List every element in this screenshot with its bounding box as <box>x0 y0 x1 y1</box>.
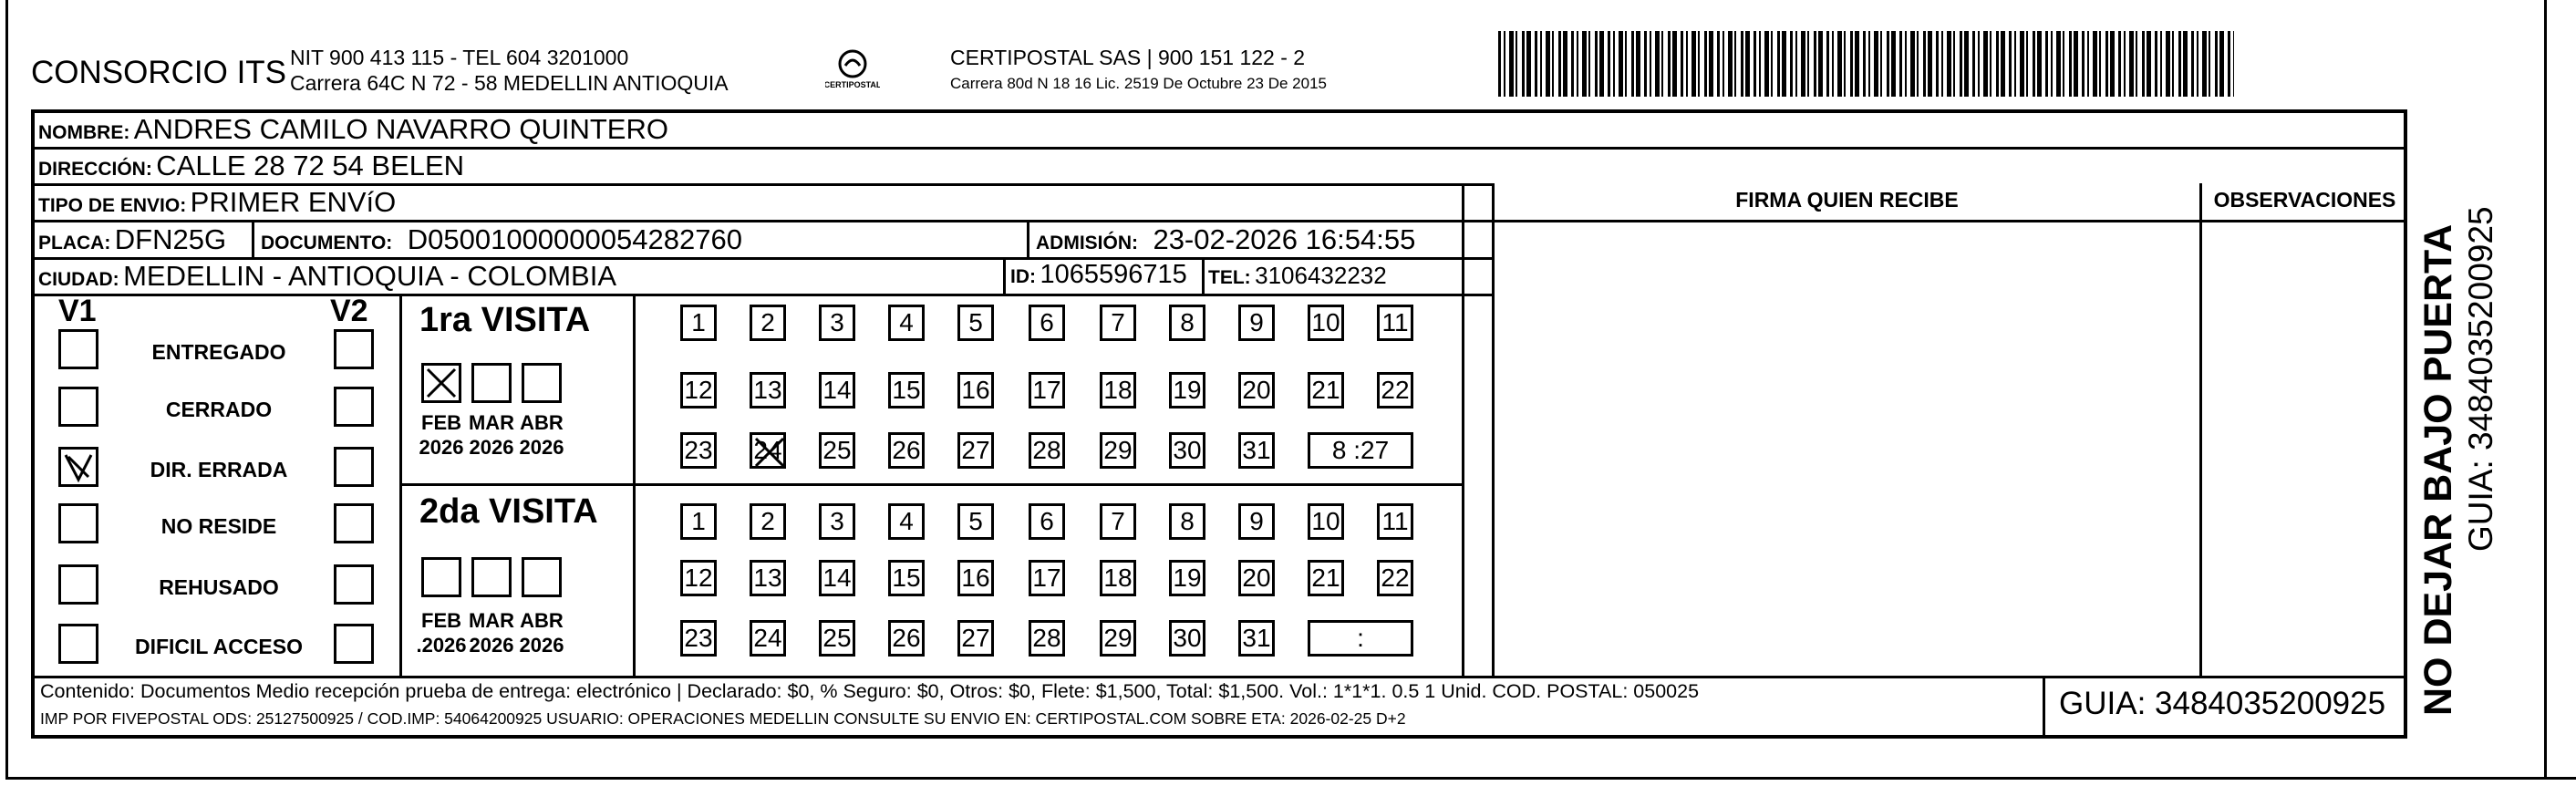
day-box[interactable] <box>750 305 786 341</box>
day-number: 23 <box>684 624 713 652</box>
day-box[interactable] <box>1100 372 1136 409</box>
sheet-left-edge <box>5 0 8 777</box>
firma-header: FIRMA QUIEN RECIBE <box>1735 188 1959 212</box>
documento-cell <box>261 223 742 256</box>
day-number: 17 <box>1032 564 1061 592</box>
time-value: : <box>1357 624 1364 652</box>
day-box[interactable] <box>888 432 925 469</box>
barcode <box>1498 31 2234 97</box>
day-number: 15 <box>892 564 921 592</box>
month-year: .2026 <box>416 634 467 657</box>
day-box[interactable] <box>1169 372 1205 409</box>
month-label <box>464 608 519 657</box>
month-name: ABR <box>520 411 564 434</box>
day-number: 8 <box>1180 507 1195 535</box>
nombre-value: ANDRES CAMILO NAVARRO QUINTERO <box>133 113 668 145</box>
day-number: 10 <box>1311 308 1340 336</box>
day-box[interactable] <box>680 560 717 596</box>
day-box[interactable] <box>750 503 786 540</box>
day-box[interactable] <box>1029 620 1065 657</box>
day-box[interactable] <box>1100 620 1136 657</box>
day-box[interactable] <box>1308 503 1344 540</box>
day-number: 13 <box>753 564 782 592</box>
day-number: 14 <box>822 564 852 592</box>
day-box[interactable] <box>1100 560 1136 596</box>
tel-label: TEL: <box>1208 267 1251 288</box>
day-box[interactable] <box>1169 620 1205 657</box>
day-box[interactable] <box>957 432 994 469</box>
day-number: 28 <box>1032 436 1061 464</box>
day-number: 12 <box>684 376 713 404</box>
day-number: 12 <box>684 564 713 592</box>
day-number: 5 <box>968 507 983 535</box>
month-year: 2026 <box>469 436 514 459</box>
v2-checkbox[interactable] <box>334 564 374 605</box>
day-box[interactable] <box>888 503 925 540</box>
day-box[interactable] <box>1377 372 1413 409</box>
day-number: 5 <box>968 308 983 336</box>
direccion-row <box>38 150 464 182</box>
month-checkbox[interactable] <box>471 557 512 597</box>
month-label <box>514 608 569 657</box>
visit2-title: 2da VISITA <box>419 492 598 531</box>
day-box[interactable] <box>819 560 855 596</box>
v1-checkbox[interactable] <box>58 387 98 427</box>
day-box[interactable] <box>1100 503 1136 540</box>
nombre-row <box>38 113 668 146</box>
ciudad-cell <box>38 260 616 293</box>
documento-value: D05001000000054282760 <box>407 223 742 255</box>
day-box[interactable] <box>1238 560 1275 596</box>
day-number: 3 <box>830 507 844 535</box>
month-name: FEB <box>421 411 461 434</box>
day-number: 11 <box>1381 308 1409 336</box>
direccion-label: DIRECCIÓN: <box>38 159 152 180</box>
day-box[interactable] <box>819 432 855 469</box>
logo-icon <box>825 46 880 100</box>
day-box[interactable] <box>957 305 994 341</box>
day-box[interactable] <box>819 620 855 657</box>
day-box[interactable] <box>1308 372 1344 409</box>
day-number: 11 <box>1381 507 1409 535</box>
month-checkbox[interactable] <box>471 363 512 403</box>
company-name: CONSORCIO ITS <box>31 55 287 90</box>
month-checkbox[interactable] <box>522 557 562 597</box>
day-box[interactable] <box>1238 372 1275 409</box>
month-label <box>414 410 469 460</box>
placa-label: PLACA: <box>38 233 111 253</box>
day-box[interactable] <box>1169 503 1205 540</box>
v1-header: V1 <box>58 294 97 328</box>
day-cross-mark <box>752 435 787 474</box>
day-number: 18 <box>1103 564 1133 592</box>
month-name: MAR <box>468 411 515 434</box>
day-box[interactable] <box>1238 620 1275 657</box>
placa-value: DFN25G <box>114 223 227 255</box>
day-box[interactable] <box>680 432 717 469</box>
month-year: 2026 <box>519 634 564 657</box>
day-number: 29 <box>1103 436 1133 464</box>
v1-checkbox[interactable] <box>58 503 98 543</box>
day-number: 27 <box>961 436 990 464</box>
sheet-right-edge <box>2544 0 2547 777</box>
tel-cell <box>1208 262 1387 290</box>
logo-text: CERTIPOSTAL <box>825 80 880 89</box>
day-number: 4 <box>899 308 914 336</box>
day-number: 21 <box>1311 376 1340 404</box>
time-value: 8 :27 <box>1331 436 1390 464</box>
day-number: 18 <box>1103 376 1133 404</box>
day-number: 26 <box>892 624 921 652</box>
status-reason-label: CERRADO <box>165 398 273 421</box>
day-number: 29 <box>1103 624 1133 652</box>
day-number: 23 <box>684 436 713 464</box>
v1-checkbox[interactable] <box>58 564 98 605</box>
day-number: 17 <box>1032 376 1061 404</box>
month-name: MAR <box>468 609 515 632</box>
day-number: 16 <box>961 376 990 404</box>
day-box[interactable] <box>1238 503 1275 540</box>
day-number: 16 <box>961 564 990 592</box>
address-line: Carrera 64C N 72 - 58 MEDELLIN ANTIOQUIA <box>290 71 729 95</box>
day-number: 10 <box>1311 507 1340 535</box>
day-box[interactable] <box>1169 560 1205 596</box>
day-box[interactable] <box>680 620 717 657</box>
tipo-value: PRIMER ENVíO <box>190 186 397 218</box>
day-box[interactable] <box>819 503 855 540</box>
ciudad-label: CIUDAD: <box>38 269 119 290</box>
v2-checkbox[interactable] <box>334 387 374 427</box>
tel-value: 3106432232 <box>1255 262 1387 289</box>
status-reason-label: ENTREGADO <box>151 340 286 364</box>
day-number: 3 <box>830 308 844 336</box>
day-box[interactable] <box>1029 432 1065 469</box>
time-box[interactable] <box>1308 620 1413 657</box>
admision-cell <box>1036 223 1415 256</box>
nombre-label: NOMBRE: <box>38 122 130 143</box>
day-number: 8 <box>1180 308 1195 336</box>
day-number: 22 <box>1381 376 1410 404</box>
admision-label: ADMISIÓN: <box>1036 233 1138 253</box>
month-label <box>414 608 469 657</box>
day-box[interactable] <box>1100 305 1136 341</box>
no-dejar-notice: NO DEJAR BAJO PUERTA <box>2416 223 2460 716</box>
day-number: 13 <box>753 376 782 404</box>
day-box[interactable] <box>680 305 717 341</box>
contenido-line: Contenido: Documentos Medio recepción prueba de entrega: electrónico | Declarado: $0, % Seguro: $0, Otros: $0, Flete: $1,500, Total: $1,500. Vol.: 1*1*1. 0.5 1 Unid. COD. POSTAL: 050025 <box>40 680 1700 702</box>
day-number: 6 <box>1040 308 1054 336</box>
status-reason-label: NO RESIDE <box>160 514 277 538</box>
day-box[interactable] <box>1169 305 1205 341</box>
day-number: 31 <box>1242 624 1271 652</box>
day-box[interactable] <box>1169 432 1205 469</box>
day-number: 6 <box>1040 507 1054 535</box>
status-reason-label: DIR. ERRADA <box>150 458 288 481</box>
day-number: 9 <box>1249 308 1264 336</box>
certipostal-logo <box>825 46 880 100</box>
day-number: 28 <box>1032 624 1061 652</box>
day-box-checked[interactable] <box>750 432 786 469</box>
month-label <box>514 410 569 460</box>
v1-checkbox[interactable] <box>58 624 98 664</box>
day-number: 7 <box>1111 507 1125 535</box>
placa-cell <box>38 223 226 256</box>
day-box[interactable] <box>680 372 717 409</box>
day-number: 20 <box>1242 564 1271 592</box>
month-label <box>464 410 519 460</box>
day-number: 26 <box>892 436 921 464</box>
imp-line: IMP POR FIVEPOSTAL ODS: 25127500925 / COD.IMP: 54064200925 USUARIO: OPERACIONES MEDELLIN CONSULTE SU ENVIO EN: CERTIPOSTAL.COM SOBRE ETA: 2026-02-25 D+2 <box>40 709 1406 728</box>
v1-checkbox[interactable] <box>58 329 98 369</box>
day-box[interactable] <box>1029 560 1065 596</box>
day-box[interactable] <box>1029 503 1065 540</box>
day-box[interactable] <box>888 620 925 657</box>
observaciones-header: OBSERVACIONES <box>2213 188 2396 212</box>
day-box[interactable] <box>1377 560 1413 596</box>
day-number: 25 <box>822 436 852 464</box>
day-box[interactable] <box>1238 305 1275 341</box>
day-box[interactable] <box>957 560 994 596</box>
day-box[interactable] <box>750 620 786 657</box>
id-cell <box>1010 260 1187 290</box>
day-number: 20 <box>1242 376 1271 404</box>
day-number: 30 <box>1173 624 1202 652</box>
day-number: 1 <box>691 507 706 535</box>
day-number: 9 <box>1249 507 1264 535</box>
direccion-value: CALLE 28 72 54 BELEN <box>156 150 465 181</box>
day-number: 1 <box>691 308 706 336</box>
day-number: 15 <box>892 376 921 404</box>
day-box[interactable] <box>1100 432 1136 469</box>
day-number: 2 <box>760 308 775 336</box>
tipo-row <box>38 186 396 219</box>
status-reason-label: REHUSADO <box>159 575 279 599</box>
day-box[interactable] <box>1377 305 1413 341</box>
v2-header: V2 <box>330 294 368 328</box>
tipo-label: TIPO DE ENVIO: <box>38 195 187 216</box>
certipostal-line: CERTIPOSTAL SAS | 900 151 122 - 2 <box>950 46 1306 69</box>
documento-label: DOCUMENTO: <box>261 233 393 253</box>
day-box[interactable] <box>957 503 994 540</box>
day-box[interactable] <box>1377 503 1413 540</box>
day-number: 21 <box>1311 564 1340 592</box>
day-box[interactable] <box>1238 432 1275 469</box>
sheet-bottom-edge <box>5 777 2576 780</box>
admision-value: 23-02-2026 16:54:55 <box>1153 223 1416 255</box>
day-box[interactable] <box>750 372 786 409</box>
day-box[interactable] <box>888 372 925 409</box>
day-box[interactable] <box>888 305 925 341</box>
day-box[interactable] <box>1029 305 1065 341</box>
license-line: Carrera 80d N 18 16 Lic. 2519 De Octubre 23 De 2015 <box>950 75 1327 92</box>
day-box[interactable] <box>1308 560 1344 596</box>
day-number: 19 <box>1173 376 1202 404</box>
side-guia: GUIA: 3484035200925 <box>2462 206 2499 552</box>
day-box[interactable] <box>888 560 925 596</box>
day-box[interactable] <box>680 503 717 540</box>
day-number: 24 <box>753 624 782 652</box>
day-number: 30 <box>1173 436 1202 464</box>
month-checkbox-checked[interactable] <box>421 363 461 403</box>
visit1-title: 1ra VISITA <box>419 301 591 339</box>
day-box[interactable] <box>1029 372 1065 409</box>
v2-checkbox[interactable] <box>334 329 374 369</box>
day-number: 31 <box>1242 436 1271 464</box>
v2-checkbox[interactable] <box>334 624 374 664</box>
month-name: ABR <box>520 609 564 632</box>
status-reason-label: DIFICIL ACCESO <box>134 635 303 658</box>
day-box[interactable] <box>1308 305 1344 341</box>
id-value: 1065596715 <box>1040 260 1187 289</box>
day-number: 24 <box>753 436 782 464</box>
month-year: 2026 <box>419 436 464 459</box>
nit-line: NIT 900 413 115 - TEL 604 3201000 <box>290 46 629 69</box>
id-label: ID: <box>1010 266 1036 287</box>
day-number: 27 <box>961 624 990 652</box>
month-name: FEB <box>421 609 461 632</box>
day-box[interactable] <box>750 560 786 596</box>
day-number: 2 <box>760 507 775 535</box>
footer-guia: GUIA: 3484035200925 <box>2059 686 2386 721</box>
v1-checkbox-checked[interactable] <box>58 447 98 487</box>
v2-checkbox[interactable] <box>334 503 374 543</box>
day-box[interactable] <box>957 372 994 409</box>
month-checkbox[interactable] <box>421 557 461 597</box>
month-year: 2026 <box>519 436 564 459</box>
day-number: 7 <box>1111 308 1125 336</box>
day-number: 25 <box>822 624 852 652</box>
ciudad-value: MEDELLIN - ANTIOQUIA - COLOMBIA <box>123 260 616 292</box>
day-number: 14 <box>822 376 852 404</box>
month-checkbox[interactable] <box>522 363 562 403</box>
time-box[interactable] <box>1308 432 1413 469</box>
v2-checkbox[interactable] <box>334 447 374 487</box>
day-number: 22 <box>1381 564 1410 592</box>
day-box[interactable] <box>819 372 855 409</box>
day-box[interactable] <box>819 305 855 341</box>
day-number: 4 <box>899 507 914 535</box>
day-box[interactable] <box>957 620 994 657</box>
day-number: 19 <box>1173 564 1202 592</box>
month-year: 2026 <box>469 634 514 657</box>
